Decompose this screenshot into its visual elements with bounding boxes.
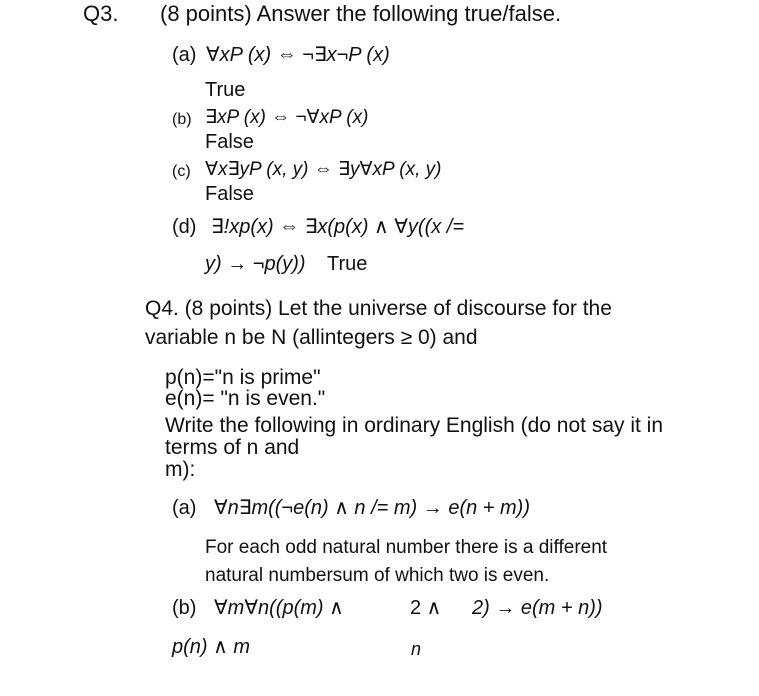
- q3d-formula-line2: y) → ¬p(y)): [205, 253, 306, 275]
- q3d-label: (d): [172, 216, 197, 238]
- q4-def-p: p(n)="n is prime": [165, 366, 321, 389]
- q4b-formula-line2-n: n: [411, 639, 422, 659]
- q4-intro-line2: variable n be N (allintegers ≥ 0) and: [145, 326, 478, 349]
- q3d-answer: True: [327, 253, 368, 275]
- q4-def-e: e(n)= "n is even.": [165, 387, 326, 410]
- q4b-formula-part3: 2) → e(m + n)): [472, 597, 603, 619]
- q4-instruction-line3: m):: [165, 458, 196, 481]
- q3c-answer: False: [205, 183, 254, 205]
- q3-title: (8 points) Answer the following true/false.: [160, 1, 562, 26]
- q3a-answer: True: [205, 79, 246, 101]
- q3b-label: (b): [172, 111, 192, 128]
- q4b-label: (b): [172, 597, 197, 619]
- q4-instruction-line1: Write the following in ordinary English (do not say it in: [165, 414, 664, 437]
- q3a-formula: ∀xP (x) ⇔ ¬∃x¬P (x): [206, 44, 390, 66]
- q4b-formula-line2: p(n) ∧ m: [172, 636, 250, 658]
- q4-intro-line1: Q4. (8 points) Let the universe of discourse for the: [145, 297, 612, 320]
- q4a-formula: ∀n∃m((¬e(n) ∧ n /= m) → e(n + m)): [214, 497, 531, 519]
- q3-number: Q3.: [83, 1, 119, 26]
- q4a-answer-line1: For each odd natural number there is a different: [205, 537, 608, 558]
- q3b-answer: False: [205, 131, 254, 153]
- q3b-formula: ∃xP (x) ⇔ ¬∀xP (x): [205, 107, 369, 128]
- q3c-label: (c): [172, 163, 191, 180]
- q4-instruction-line2: terms of n and: [165, 436, 300, 459]
- q4b-formula-part1: ∀m∀n((p(m) ∧: [214, 597, 344, 619]
- q4a-label: (a): [172, 497, 197, 519]
- q3a-label: (a): [172, 44, 197, 66]
- q3d-formula-line1: ∃!xp(x) ⇔ ∃x(p(x) ∧ ∀y((x /=: [211, 216, 465, 238]
- q4b-formula-part2: 2 ∧: [410, 597, 442, 619]
- q3c-formula: ∀x∃yP (x, y) ⇔ ∃y∀xP (x, y): [205, 159, 442, 180]
- q4a-answer-line2: natural numbersum of which two is even.: [205, 565, 550, 586]
